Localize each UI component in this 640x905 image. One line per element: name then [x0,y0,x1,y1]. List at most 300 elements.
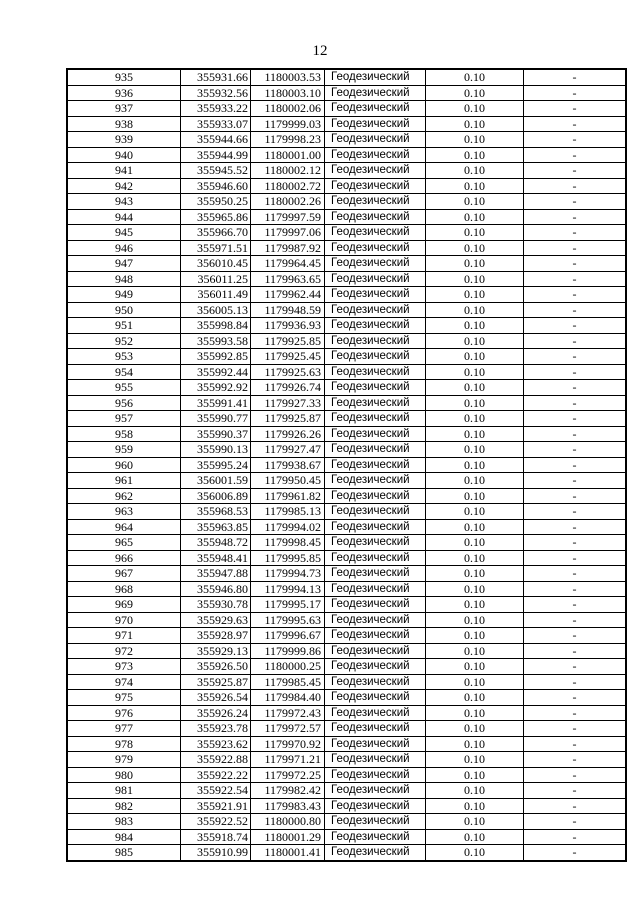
point-number-cell: 955 [67,380,181,396]
x-coordinate-cell: 355944.66 [181,132,251,148]
accuracy-cell: 0.10 [426,69,524,85]
table-row [67,752,626,768]
description-cell: - [524,628,627,644]
point-number-cell: 942 [67,178,181,194]
table-row [67,240,626,256]
point-number-cell: 953 [67,349,181,365]
table-row [67,411,626,427]
accuracy-cell: 0.10 [426,566,524,582]
method-cell: Геодезический [325,318,426,334]
coordinates-table [66,68,627,862]
x-coordinate-cell: 355922.54 [181,783,251,799]
description-cell: - [524,814,627,830]
table-row [67,442,626,458]
method-cell: Геодезический [325,163,426,179]
accuracy-cell: 0.10 [426,271,524,287]
x-coordinate-cell: 355965.86 [181,209,251,225]
description-cell: - [524,85,627,101]
x-coordinate-cell: 355990.13 [181,442,251,458]
x-coordinate-cell: 355925.87 [181,674,251,690]
accuracy-cell: 0.10 [426,240,524,256]
method-cell: Геодезический [325,767,426,783]
accuracy-cell: 0.10 [426,705,524,721]
y-coordinate-cell: 1179994.13 [251,581,325,597]
table-row [67,364,626,380]
x-coordinate-cell: 355944.99 [181,147,251,163]
table-row [67,147,626,163]
table-row [67,395,626,411]
description-cell: - [524,535,627,551]
y-coordinate-cell: 1179997.06 [251,225,325,241]
accuracy-cell: 0.10 [426,783,524,799]
table-row [67,488,626,504]
method-cell: Геодезический [325,132,426,148]
x-coordinate-cell: 355963.85 [181,519,251,535]
table-row [67,318,626,334]
method-cell: Геодезический [325,147,426,163]
description-cell: - [524,132,627,148]
point-number-cell: 982 [67,798,181,814]
method-cell: Геодезический [325,659,426,675]
x-coordinate-cell: 355946.80 [181,581,251,597]
method-cell: Геодезический [325,845,426,861]
x-coordinate-cell: 355922.52 [181,814,251,830]
y-coordinate-cell: 1180001.00 [251,147,325,163]
table-row [67,225,626,241]
accuracy-cell: 0.10 [426,194,524,210]
x-coordinate-cell: 356011.49 [181,287,251,303]
point-number-cell: 936 [67,85,181,101]
accuracy-cell: 0.10 [426,845,524,861]
accuracy-cell: 0.10 [426,101,524,117]
y-coordinate-cell: 1179938.67 [251,457,325,473]
x-coordinate-cell: 355995.24 [181,457,251,473]
table-row [67,178,626,194]
y-coordinate-cell: 1180002.06 [251,101,325,117]
table-row [67,829,626,845]
x-coordinate-cell: 355998.84 [181,318,251,334]
method-cell: Геодезический [325,504,426,520]
y-coordinate-cell: 1180003.10 [251,85,325,101]
point-number-cell: 967 [67,566,181,582]
table-row [67,566,626,582]
x-coordinate-cell: 355992.44 [181,364,251,380]
accuracy-cell: 0.10 [426,535,524,551]
accuracy-cell: 0.10 [426,302,524,318]
method-cell: Геодезический [325,101,426,117]
accuracy-cell: 0.10 [426,519,524,535]
accuracy-cell: 0.10 [426,690,524,706]
accuracy-cell: 0.10 [426,814,524,830]
table-row [67,333,626,349]
description-cell: - [524,101,627,117]
x-coordinate-cell: 355990.77 [181,411,251,427]
description-cell: - [524,581,627,597]
y-coordinate-cell: 1179985.45 [251,674,325,690]
x-coordinate-cell: 355971.51 [181,240,251,256]
accuracy-cell: 0.10 [426,116,524,132]
point-number-cell: 935 [67,69,181,85]
x-coordinate-cell: 355991.41 [181,395,251,411]
y-coordinate-cell: 1179998.45 [251,535,325,551]
x-coordinate-cell: 355933.22 [181,101,251,117]
y-coordinate-cell: 1179994.02 [251,519,325,535]
accuracy-cell: 0.10 [426,442,524,458]
point-number-cell: 958 [67,426,181,442]
table-row [67,473,626,489]
point-number-cell: 940 [67,147,181,163]
accuracy-cell: 0.10 [426,767,524,783]
y-coordinate-cell: 1179995.85 [251,550,325,566]
y-coordinate-cell: 1179927.33 [251,395,325,411]
accuracy-cell: 0.10 [426,426,524,442]
accuracy-cell: 0.10 [426,411,524,427]
table-row [67,783,626,799]
table-row [67,163,626,179]
x-coordinate-cell: 356010.45 [181,256,251,272]
point-number-cell: 960 [67,457,181,473]
y-coordinate-cell: 1179962.44 [251,287,325,303]
x-coordinate-cell: 355926.50 [181,659,251,675]
description-cell: - [524,209,627,225]
x-coordinate-cell: 355921.91 [181,798,251,814]
accuracy-cell: 0.10 [426,504,524,520]
method-cell: Геодезический [325,457,426,473]
x-coordinate-cell: 355933.07 [181,116,251,132]
table-row [67,628,626,644]
point-number-cell: 949 [67,287,181,303]
description-cell: - [524,256,627,272]
x-coordinate-cell: 355932.56 [181,85,251,101]
y-coordinate-cell: 1179972.57 [251,721,325,737]
point-number-cell: 976 [67,705,181,721]
point-number-cell: 959 [67,442,181,458]
y-coordinate-cell: 1180002.26 [251,194,325,210]
y-coordinate-cell: 1179948.59 [251,302,325,318]
description-cell: - [524,705,627,721]
description-cell: - [524,318,627,334]
y-coordinate-cell: 1179998.23 [251,132,325,148]
description-cell: - [524,349,627,365]
accuracy-cell: 0.10 [426,752,524,768]
accuracy-cell: 0.10 [426,209,524,225]
x-coordinate-cell: 355968.53 [181,504,251,520]
point-number-cell: 941 [67,163,181,179]
y-coordinate-cell: 1179987.92 [251,240,325,256]
x-coordinate-cell: 356011.25 [181,271,251,287]
point-number-cell: 937 [67,101,181,117]
table-row [67,612,626,628]
table-row [67,519,626,535]
x-coordinate-cell: 355992.85 [181,349,251,365]
method-cell: Геодезический [325,85,426,101]
accuracy-cell: 0.10 [426,178,524,194]
y-coordinate-cell: 1179925.85 [251,333,325,349]
accuracy-cell: 0.10 [426,550,524,566]
description-cell: - [524,829,627,845]
x-coordinate-cell: 355929.63 [181,612,251,628]
accuracy-cell: 0.10 [426,628,524,644]
point-number-cell: 970 [67,612,181,628]
description-cell: - [524,550,627,566]
table-row [67,426,626,442]
method-cell: Геодезический [325,473,426,489]
method-cell: Геодезический [325,209,426,225]
y-coordinate-cell: 1179995.63 [251,612,325,628]
y-coordinate-cell: 1179972.43 [251,705,325,721]
accuracy-cell: 0.10 [426,163,524,179]
description-cell: - [524,566,627,582]
method-cell: Геодезический [325,240,426,256]
point-number-cell: 975 [67,690,181,706]
accuracy-cell: 0.10 [426,287,524,303]
point-number-cell: 954 [67,364,181,380]
method-cell: Геодезический [325,752,426,768]
accuracy-cell: 0.10 [426,85,524,101]
table-row [67,116,626,132]
method-cell: Геодезический [325,798,426,814]
x-coordinate-cell: 355950.25 [181,194,251,210]
method-cell: Геодезический [325,411,426,427]
point-number-cell: 979 [67,752,181,768]
description-cell: - [524,411,627,427]
point-number-cell: 945 [67,225,181,241]
table-row [67,457,626,473]
accuracy-cell: 0.10 [426,132,524,148]
y-coordinate-cell: 1179982.42 [251,783,325,799]
description-cell: - [524,783,627,799]
description-cell: - [524,147,627,163]
method-cell: Геодезический [325,628,426,644]
accuracy-cell: 0.10 [426,829,524,845]
y-coordinate-cell: 1180000.25 [251,659,325,675]
table-row [67,814,626,830]
accuracy-cell: 0.10 [426,225,524,241]
table-row [67,69,626,85]
method-cell: Геодезический [325,783,426,799]
point-number-cell: 938 [67,116,181,132]
accuracy-cell: 0.10 [426,473,524,489]
description-cell: - [524,426,627,442]
table-row [67,349,626,365]
method-cell: Геодезический [325,597,426,613]
point-number-cell: 985 [67,845,181,861]
description-cell: - [524,845,627,861]
description-cell: - [524,752,627,768]
description-cell: - [524,767,627,783]
point-number-cell: 944 [67,209,181,225]
method-cell: Геодезический [325,550,426,566]
table-row [67,845,626,861]
point-number-cell: 961 [67,473,181,489]
method-cell: Геодезический [325,488,426,504]
method-cell: Геодезический [325,519,426,535]
point-number-cell: 943 [67,194,181,210]
y-coordinate-cell: 1179995.17 [251,597,325,613]
method-cell: Геодезический [325,814,426,830]
y-coordinate-cell: 1179985.13 [251,504,325,520]
method-cell: Геодезический [325,535,426,551]
x-coordinate-cell: 355930.78 [181,597,251,613]
accuracy-cell: 0.10 [426,457,524,473]
point-number-cell: 973 [67,659,181,675]
x-coordinate-cell: 355945.52 [181,163,251,179]
point-number-cell: 962 [67,488,181,504]
method-cell: Геодезический [325,256,426,272]
description-cell: - [524,395,627,411]
y-coordinate-cell: 1179926.74 [251,380,325,396]
description-cell: - [524,473,627,489]
description-cell: - [524,721,627,737]
description-cell: - [524,271,627,287]
method-cell: Геодезический [325,566,426,582]
point-number-cell: 971 [67,628,181,644]
description-cell: - [524,690,627,706]
method-cell: Геодезический [325,395,426,411]
y-coordinate-cell: 1179984.40 [251,690,325,706]
x-coordinate-cell: 355948.72 [181,535,251,551]
table-row [67,705,626,721]
method-cell: Геодезический [325,194,426,210]
method-cell: Геодезический [325,333,426,349]
description-cell: - [524,798,627,814]
accuracy-cell: 0.10 [426,488,524,504]
table-row [67,101,626,117]
accuracy-cell: 0.10 [426,612,524,628]
x-coordinate-cell: 356001.59 [181,473,251,489]
accuracy-cell: 0.10 [426,597,524,613]
point-number-cell: 951 [67,318,181,334]
method-cell: Геодезический [325,721,426,737]
y-coordinate-cell: 1179996.67 [251,628,325,644]
table-row [67,597,626,613]
point-number-cell: 966 [67,550,181,566]
accuracy-cell: 0.10 [426,659,524,675]
x-coordinate-cell: 355931.66 [181,69,251,85]
x-coordinate-cell: 355993.58 [181,333,251,349]
description-cell: - [524,488,627,504]
method-cell: Геодезический [325,612,426,628]
description-cell: - [524,674,627,690]
y-coordinate-cell: 1179999.03 [251,116,325,132]
description-cell: - [524,333,627,349]
method-cell: Геодезический [325,364,426,380]
description-cell: - [524,69,627,85]
x-coordinate-cell: 355922.88 [181,752,251,768]
table-row [67,581,626,597]
y-coordinate-cell: 1179999.86 [251,643,325,659]
x-coordinate-cell: 355948.41 [181,550,251,566]
point-number-cell: 968 [67,581,181,597]
method-cell: Геодезический [325,674,426,690]
point-number-cell: 948 [67,271,181,287]
method-cell: Геодезический [325,442,426,458]
method-cell: Геодезический [325,178,426,194]
accuracy-cell: 0.10 [426,349,524,365]
description-cell: - [524,442,627,458]
description-cell: - [524,659,627,675]
accuracy-cell: 0.10 [426,721,524,737]
accuracy-cell: 0.10 [426,581,524,597]
y-coordinate-cell: 1180001.29 [251,829,325,845]
description-cell: - [524,302,627,318]
point-number-cell: 964 [67,519,181,535]
description-cell: - [524,116,627,132]
x-coordinate-cell: 355928.97 [181,628,251,644]
table-row [67,798,626,814]
point-number-cell: 972 [67,643,181,659]
accuracy-cell: 0.10 [426,256,524,272]
y-coordinate-cell: 1180002.72 [251,178,325,194]
x-coordinate-cell: 355966.70 [181,225,251,241]
description-cell: - [524,287,627,303]
x-coordinate-cell: 356005.13 [181,302,251,318]
y-coordinate-cell: 1179997.59 [251,209,325,225]
method-cell: Геодезический [325,302,426,318]
description-cell: - [524,504,627,520]
y-coordinate-cell: 1179964.45 [251,256,325,272]
y-coordinate-cell: 1180003.53 [251,69,325,85]
table-row [67,690,626,706]
x-coordinate-cell: 356006.89 [181,488,251,504]
y-coordinate-cell: 1179927.47 [251,442,325,458]
table-row [67,209,626,225]
table-row [67,132,626,148]
x-coordinate-cell: 355947.88 [181,566,251,582]
table-row [67,643,626,659]
y-coordinate-cell: 1179971.21 [251,752,325,768]
description-cell: - [524,612,627,628]
description-cell: - [524,519,627,535]
description-cell: - [524,643,627,659]
point-number-cell: 952 [67,333,181,349]
x-coordinate-cell: 355992.92 [181,380,251,396]
accuracy-cell: 0.10 [426,380,524,396]
y-coordinate-cell: 1179983.43 [251,798,325,814]
point-number-cell: 947 [67,256,181,272]
x-coordinate-cell: 355922.22 [181,767,251,783]
accuracy-cell: 0.10 [426,318,524,334]
table-row [67,736,626,752]
y-coordinate-cell: 1179961.82 [251,488,325,504]
y-coordinate-cell: 1179950.45 [251,473,325,489]
point-number-cell: 969 [67,597,181,613]
coordinates-table-wrapper [66,68,627,862]
point-number-cell: 974 [67,674,181,690]
table-row [67,287,626,303]
method-cell: Геодезический [325,271,426,287]
accuracy-cell: 0.10 [426,364,524,380]
table-row [67,767,626,783]
x-coordinate-cell: 355910.99 [181,845,251,861]
accuracy-cell: 0.10 [426,333,524,349]
point-number-cell: 957 [67,411,181,427]
y-coordinate-cell: 1179925.63 [251,364,325,380]
x-coordinate-cell: 355926.24 [181,705,251,721]
method-cell: Геодезический [325,736,426,752]
y-coordinate-cell: 1179925.45 [251,349,325,365]
method-cell: Геодезический [325,829,426,845]
coordinates-table-body [67,69,626,861]
table-row [67,302,626,318]
table-row [67,659,626,675]
x-coordinate-cell: 355990.37 [181,426,251,442]
table-row [67,194,626,210]
table-row [67,535,626,551]
table-row [67,85,626,101]
point-number-cell: 981 [67,783,181,799]
accuracy-cell: 0.10 [426,643,524,659]
